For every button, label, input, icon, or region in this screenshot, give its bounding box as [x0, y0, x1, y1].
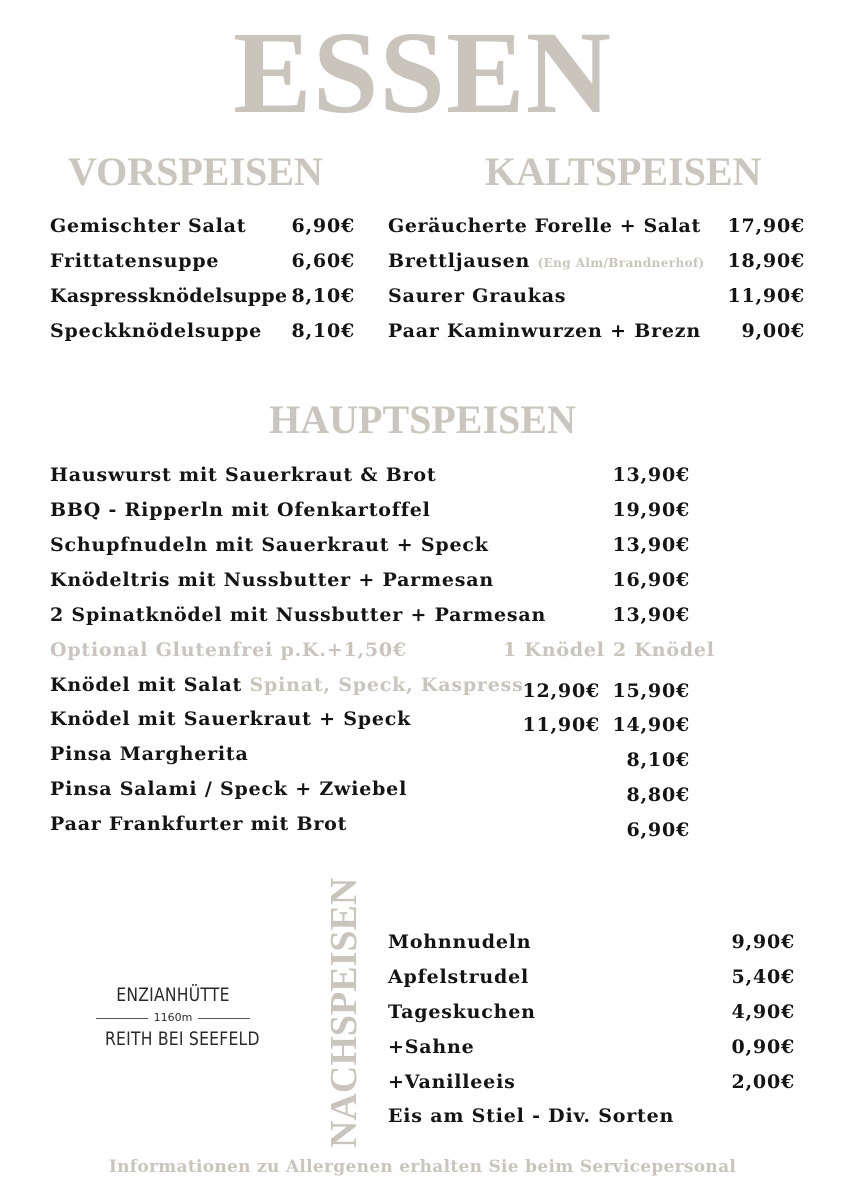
menu-item-name: Kaspressknödelsuppe	[50, 285, 288, 307]
logo-divider	[198, 1018, 250, 1019]
menu-item-name: Gemischter Salat	[50, 215, 247, 237]
menu-item-name: Apfelstrudel	[388, 966, 529, 988]
menu-item-name: 2 Spinatknödel mit Nussbutter + Parmesan	[50, 604, 547, 626]
menu-item-name: Pinsa Salami / Speck + Zwiebel	[50, 778, 408, 800]
menu-item-name: +Sahne	[388, 1036, 475, 1058]
logo-altitude-row	[90, 1012, 256, 1024]
menu-item-name: Frittatensuppe	[50, 250, 220, 272]
menu-item-name: Pinsa Margherita	[50, 743, 249, 765]
page-title: ESSEN	[233, 7, 612, 138]
menu-item-price: 13,90€	[612, 464, 690, 486]
menu-item-price: 19,90€	[612, 499, 690, 521]
menu-item-price: 11,90€	[727, 285, 805, 307]
logo-altitude: 1160m	[153, 1011, 193, 1024]
menu-item-price: 0,90€	[731, 1036, 795, 1058]
menu-item-price: 8,10€	[291, 320, 355, 342]
menu-item-price: 13,90€	[612, 534, 690, 556]
menu-item-price: 6,90€	[626, 819, 690, 841]
menu-item-price: 5,40€	[731, 966, 795, 988]
menu-item-price-one: 11,90€	[522, 714, 600, 736]
menu-item-price: 6,60€	[291, 250, 355, 272]
menu-item-price-two: 15,90€	[612, 680, 690, 702]
logo-name: ENZIANHÜTTE	[116, 984, 230, 1006]
section-title-hauptspeisen: HAUPTSPEISEN	[269, 397, 576, 442]
menu-item-name	[50, 673, 524, 697]
menu-item-name: Knödeltris mit Nussbutter + Parmesan	[50, 569, 495, 591]
menu-item-price: 8,10€	[626, 749, 690, 771]
menu-item-price: 2,00€	[731, 1071, 795, 1093]
allergen-info-footer: Informationen zu Allergenen erhalten Sie beim Servicepersonal	[108, 1157, 737, 1177]
menu-item-label: Brettljausen	[388, 250, 531, 272]
menu-item-price: 6,90€	[291, 215, 355, 237]
menu-item-name: Geräucherte Forelle + Salat	[388, 215, 701, 237]
menu-item-price: 16,90€	[612, 569, 690, 591]
menu-item-name: +Vanilleeis	[388, 1071, 516, 1093]
menu-item-name: Speckknödelsuppe	[50, 320, 263, 342]
menu-item-name: Paar Kaminwurzen + Brezn	[388, 320, 701, 342]
menu-item-name	[388, 249, 705, 275]
menu-item-name: Saurer Graukas	[388, 285, 567, 307]
section-title-kaltspeisen: KALTSPEISEN	[485, 149, 762, 194]
column-header-two-knoedel: 2 Knödel	[613, 639, 715, 661]
section-title-vorspeisen: VORSPEISEN	[68, 149, 323, 194]
menu-item-note: Spinat, Speck, Kaspress	[249, 674, 524, 696]
section-title-nachspeisen: NACHSPEISEN	[323, 877, 365, 1148]
menu-item-price: 8,80€	[626, 784, 690, 806]
menu-item-price: 4,90€	[731, 1001, 795, 1023]
menu-item-name: Knödel mit Sauerkraut + Speck	[50, 708, 412, 730]
menu-item-label: Knödel mit Salat	[50, 674, 243, 696]
menu-item-price: 18,90€	[727, 250, 805, 272]
glutenfree-option-note: Optional Glutenfrei p.K.+1,50€	[50, 639, 407, 661]
column-header-one-knoedel: 1 Knödel	[503, 639, 605, 661]
menu-item-price-two: 14,90€	[612, 714, 690, 736]
menu-item-price: 9,90€	[731, 931, 795, 953]
logo-divider	[96, 1018, 148, 1019]
menu-item-price: 17,90€	[727, 215, 805, 237]
menu-item-price-one: 12,90€	[522, 680, 600, 702]
menu-item-price: 13,90€	[612, 604, 690, 626]
menu-item-name: Schupfnudeln mit Sauerkraut + Speck	[50, 534, 489, 556]
restaurant-logo	[90, 984, 260, 1050]
menu-item-name: Eis am Stiel - Div. Sorten	[388, 1105, 675, 1127]
menu-item-name: Paar Frankfurter mit Brot	[50, 813, 348, 835]
menu-item-name: Hauswurst mit Sauerkraut & Brot	[50, 464, 437, 486]
menu-item-price: 9,00€	[741, 320, 805, 342]
menu-item-name: Mohnnudeln	[388, 931, 532, 953]
menu-item-name: Tageskuchen	[388, 1001, 536, 1023]
menu-item-price: 8,10€	[291, 285, 355, 307]
menu-item-note: (Eng Alm/Brandnerhof)	[537, 256, 705, 270]
menu-item-name: BBQ - Ripperln mit Ofenkartoffel	[50, 499, 431, 521]
logo-place: REITH BEI SEEFELD	[104, 1028, 260, 1050]
